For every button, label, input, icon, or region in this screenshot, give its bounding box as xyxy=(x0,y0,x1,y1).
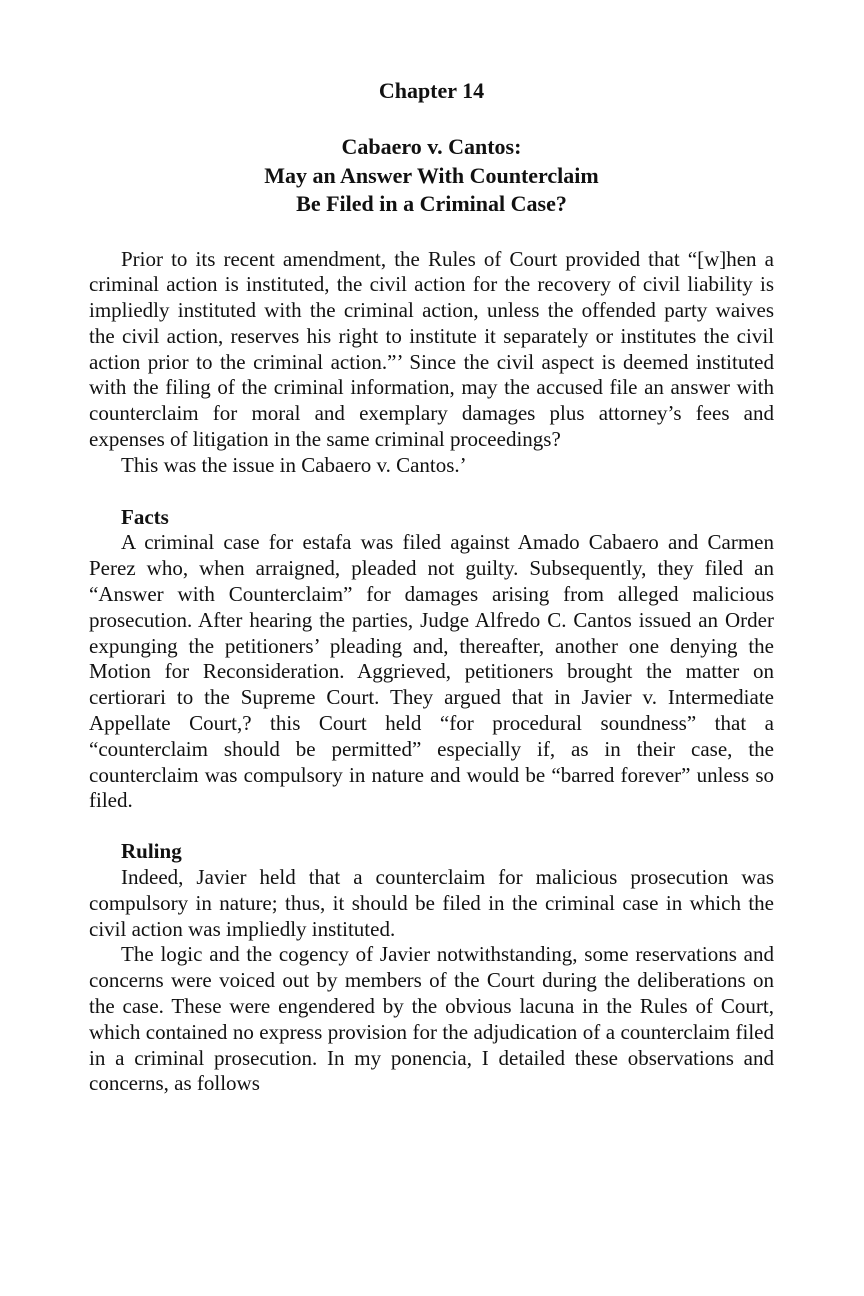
intro-section xyxy=(89,247,774,479)
chapter-title-line: Be Filed in a Criminal Case? xyxy=(296,191,567,216)
facts-paragraph: A criminal case for estafa was filed against Amado Cabaero and Carmen Perez who, when arraigned, pleaded not guilty. Subsequently, they filed an “Answer with Counterclaim” for damages arising from alleged malicious prosecution. After hearing the parties, Judge Alfredo C. Cantos issued an Order expunging the petitioners’ pleading and, thereafter, another one denying the Motion for Reconsideration. Aggrieved, petitioners brought the matter on certiorari to the Supreme Court. They argued that in Javier v. Intermediate Appellate Court,? this Court held “for procedural soundness” that a “counterclaim should be permitted” especially if, as in their case, the counterclaim was compulsory in nature and would be “barred forever” unless so filed. xyxy=(89,530,774,813)
chapter-title-line: May an Answer With Counterclaim xyxy=(264,162,599,188)
chapter-title xyxy=(89,133,774,219)
ruling-paragraph: Indeed, Javier held that a counterclaim for malicious prosecution was compulsory in nature; thus, it should be filed in the criminal case in which the civil action was impliedly instituted. xyxy=(89,865,774,941)
intro-paragraph: This was the issue in Cabaero v. Cantos.’ xyxy=(121,452,467,477)
chapter-heading: Chapter 14 xyxy=(378,78,485,103)
chapter-title-line: Cabaero v. Cantos: xyxy=(341,134,522,159)
ruling-section xyxy=(89,839,774,1097)
ruling-heading: Ruling xyxy=(121,839,182,864)
intro-paragraph: Prior to its recent amendment, the Rules of Court provided that “[w]hen a criminal action is instituted, the civil action for the recovery of civil liability is impliedly instituted with the criminal action, unless the offended party waives the civil action, reserves his right to institute it separately or institutes the civil action prior to the criminal action.”’ Since the civil aspect is deemed instituted with the filing of the criminal information, may the accused file an answer with counterclaim for moral and exemplary damages plus attorney’s fees and expenses of litigation in the same criminal proceedings? xyxy=(89,246,774,452)
facts-section xyxy=(89,505,774,815)
ruling-paragraph: The logic and the cogency of Javier notwithstanding, some reservations and concerns were voiced out by members of the Court during the deliberations on the case. These were engendered by the obvious lacuna in the Rules of Court, which contained no express provision for the adjudication of a counterclaim filed in a criminal prosecution. In my ponencia, I detailed these observations and concerns, as follows xyxy=(89,942,774,1096)
facts-heading: Facts xyxy=(121,504,169,529)
document-page xyxy=(89,76,774,1097)
